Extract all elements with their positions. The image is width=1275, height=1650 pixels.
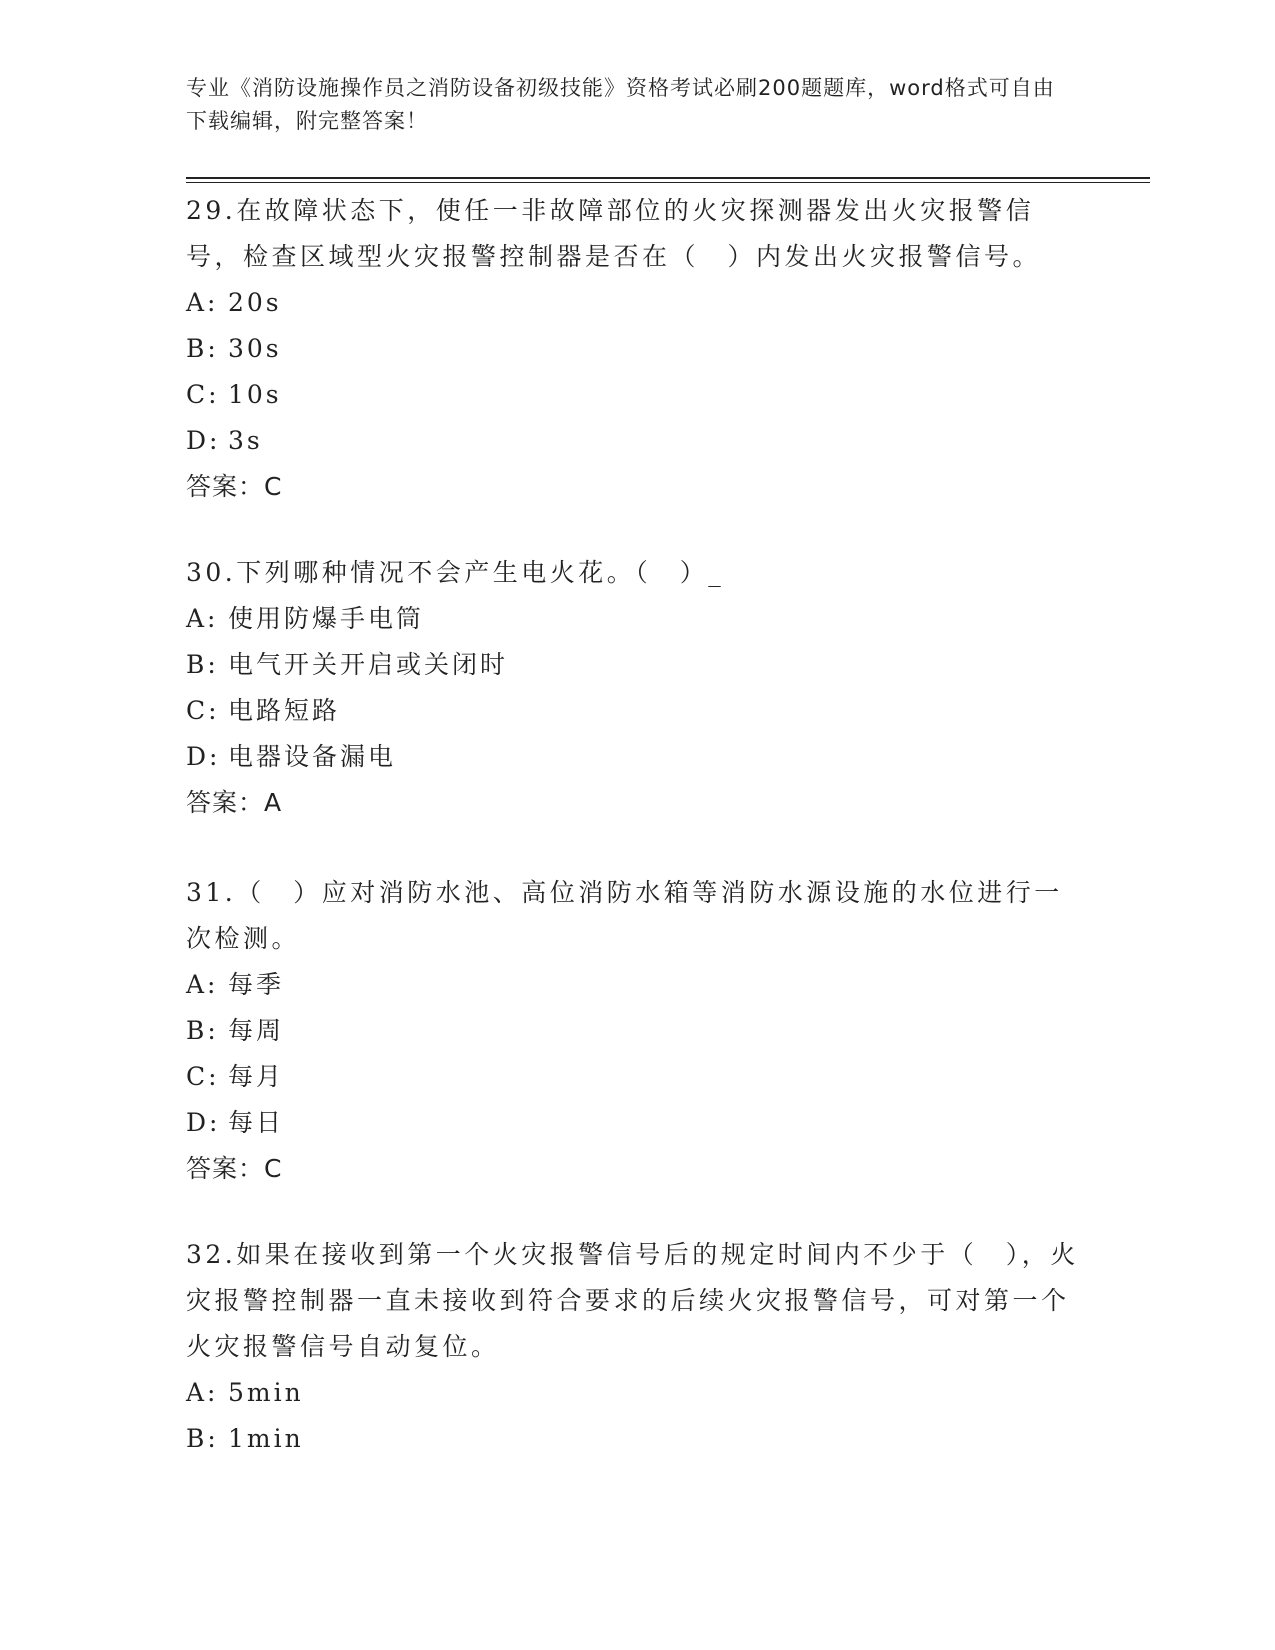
answer-line: 答案：C bbox=[186, 472, 283, 501]
question-stem: 32.如果在接收到第一个火灾报警信号后的规定时间内不少于（ ），火灾报警控制器一直未接收到符合要求的后续火灾报警信号，可对第一个火灾报警信号自动复位。 bbox=[186, 1240, 1079, 1361]
option-text: 每周 bbox=[228, 1016, 285, 1045]
option-b bbox=[186, 326, 1086, 372]
option-text: 3s bbox=[228, 426, 263, 455]
option-key: B: bbox=[186, 1424, 219, 1453]
option-text: 10s bbox=[228, 380, 282, 409]
question-stem: 31.（ ）应对消防水池、高位消防水箱等消防水源设施的水位进行一次检测。 bbox=[186, 878, 1063, 953]
option-b bbox=[186, 1416, 1086, 1462]
option-text: 每日 bbox=[228, 1108, 285, 1137]
option-key: D: bbox=[186, 1108, 221, 1137]
option-text: 每月 bbox=[228, 1062, 285, 1091]
option-text: 5min bbox=[228, 1378, 304, 1407]
option-d bbox=[186, 1100, 1086, 1146]
option-c bbox=[186, 1054, 1086, 1100]
option-key: C: bbox=[186, 380, 220, 409]
option-a bbox=[186, 280, 1086, 326]
option-text: 每季 bbox=[228, 970, 285, 999]
option-b bbox=[186, 642, 1086, 688]
option-key: C: bbox=[186, 696, 220, 725]
option-d bbox=[186, 418, 1086, 464]
option-key: A: bbox=[186, 604, 219, 633]
option-a bbox=[186, 1370, 1086, 1416]
option-key: A: bbox=[186, 1378, 219, 1407]
option-text: 电路短路 bbox=[228, 696, 341, 725]
answer-line: 答案：C bbox=[186, 1154, 283, 1183]
option-text: 电气开关开启或关闭时 bbox=[228, 650, 509, 679]
question-stem: 29.在故障状态下，使任一非故障部位的火灾探测器发出火灾报警信号，检查区域型火灾报警控制器是否在（ ）内发出火灾报警信号。 bbox=[186, 196, 1042, 271]
option-c bbox=[186, 372, 1086, 418]
option-a bbox=[186, 962, 1086, 1008]
option-key: A: bbox=[186, 288, 219, 317]
answer-line: 答案：A bbox=[186, 788, 283, 817]
header-divider-thin bbox=[186, 182, 1150, 183]
question-31 bbox=[186, 870, 1086, 1192]
question-30 bbox=[186, 550, 1086, 826]
option-key: B: bbox=[186, 650, 219, 679]
option-text: 30s bbox=[228, 334, 282, 363]
option-key: D: bbox=[186, 426, 221, 455]
option-b bbox=[186, 1008, 1086, 1054]
document-header: 专业《消防设施操作员之消防设备初级技能》资格考试必刷200题题库，word格式可自由下载编辑，附完整答案！ bbox=[186, 76, 1055, 133]
option-text: 电器设备漏电 bbox=[228, 742, 397, 771]
option-key: C: bbox=[186, 1062, 220, 1091]
question-29 bbox=[186, 188, 1086, 510]
option-text: 20s bbox=[228, 288, 282, 317]
option-key: A: bbox=[186, 970, 219, 999]
header-divider-thick bbox=[186, 177, 1150, 179]
option-key: B: bbox=[186, 1016, 219, 1045]
option-text: 1min bbox=[228, 1424, 304, 1453]
option-key: D: bbox=[186, 742, 221, 771]
option-a bbox=[186, 596, 1086, 642]
option-key: B: bbox=[186, 334, 219, 363]
question-32 bbox=[186, 1232, 1086, 1462]
option-text: 使用防爆手电筒 bbox=[228, 604, 425, 633]
option-d bbox=[186, 734, 1086, 780]
question-stem: 30.下列哪种情况不会产生电火花。（ ）_ bbox=[186, 558, 725, 587]
option-c bbox=[186, 688, 1086, 734]
